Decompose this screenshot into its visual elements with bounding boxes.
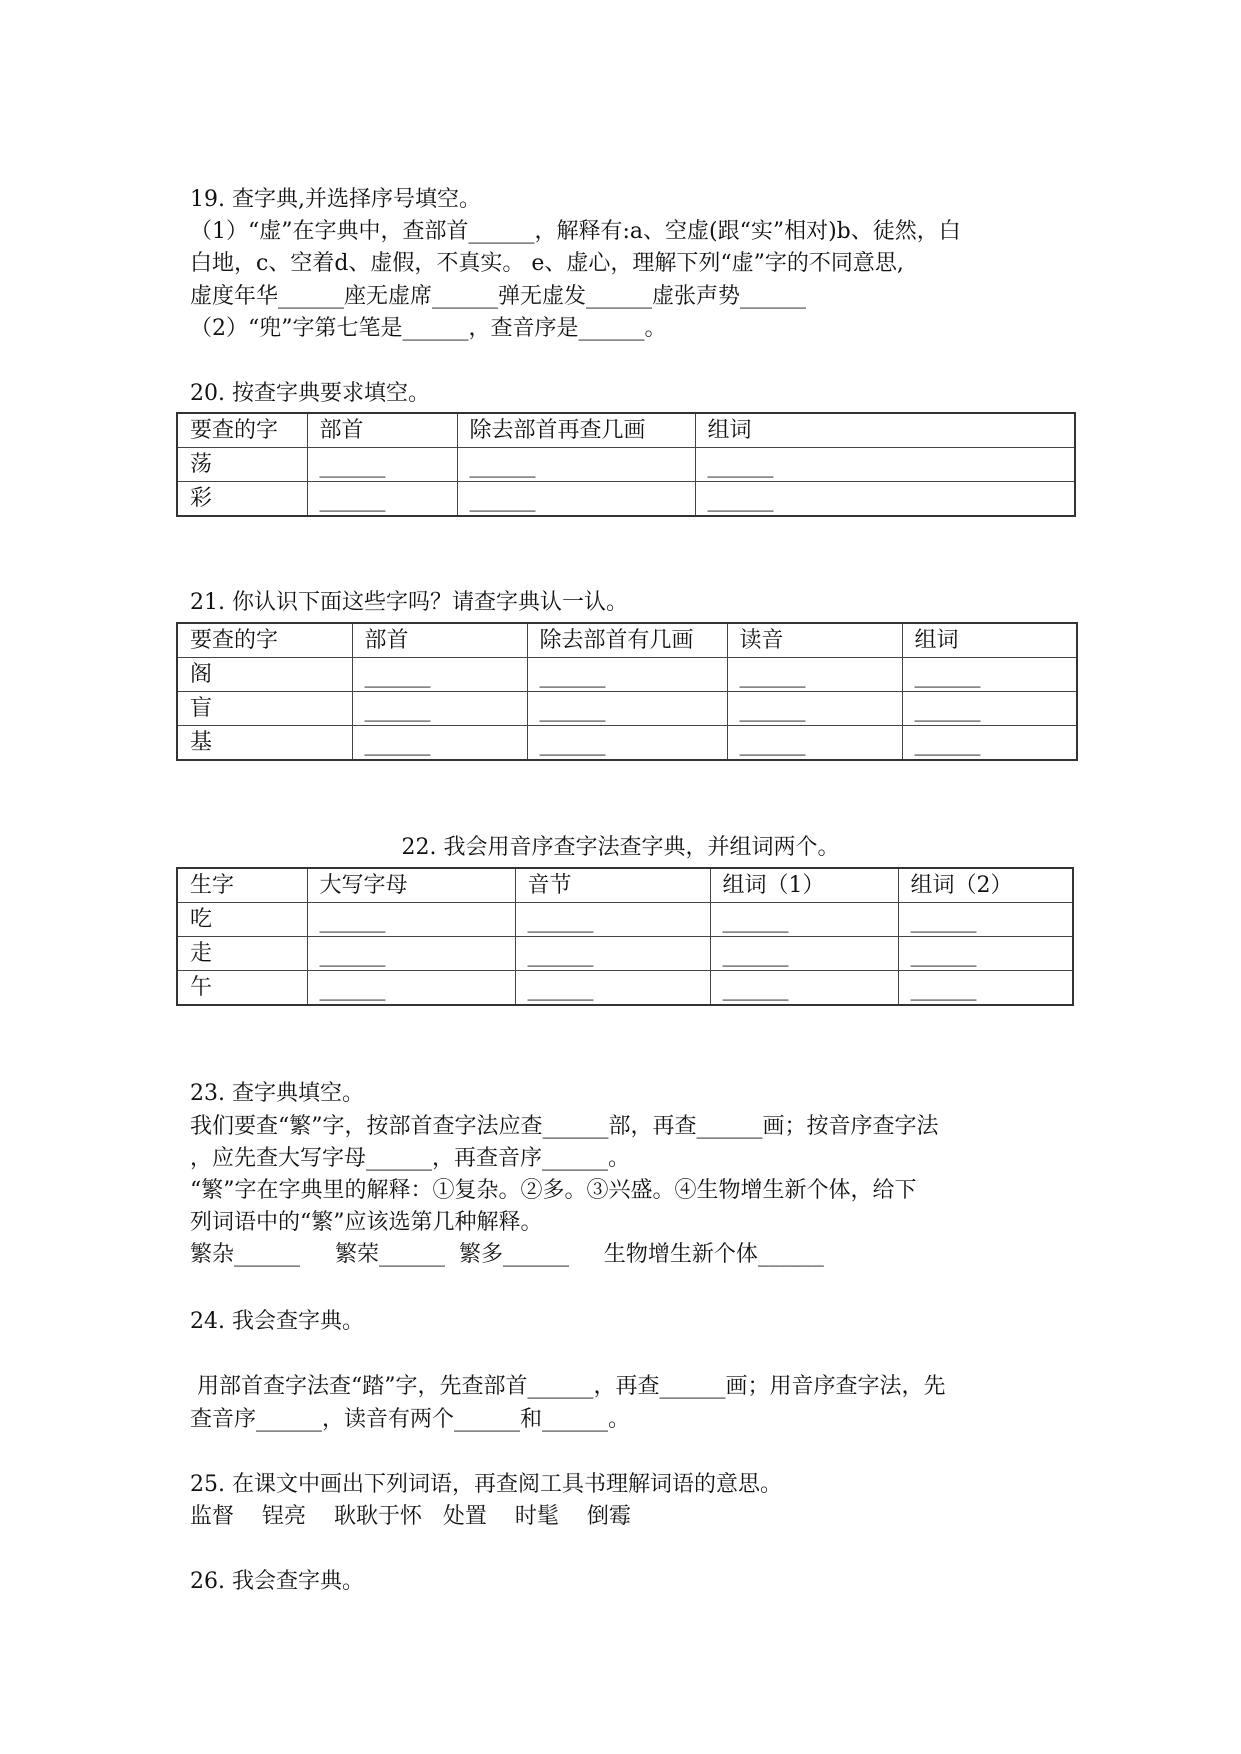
answer-blank[interactable]: ______ xyxy=(710,903,898,937)
answer-blank[interactable]: ______ xyxy=(727,726,902,761)
header-cell: 读音 xyxy=(727,623,902,658)
header-cell: 部首 xyxy=(352,623,527,658)
header-cell: 音节 xyxy=(515,868,710,903)
table-row xyxy=(177,692,1077,726)
character-cell: 阁 xyxy=(177,658,352,692)
table-row xyxy=(177,903,1073,937)
character-cell: 午 xyxy=(177,971,307,1006)
answer-blank[interactable]: ______ xyxy=(898,903,1073,937)
answer-blank[interactable]: ______ xyxy=(902,692,1077,726)
header-cell: 除去部首再查几画 xyxy=(457,413,695,448)
q22-table xyxy=(176,867,1074,1006)
character-cell: 基 xyxy=(177,726,352,761)
answer-blank[interactable]: ______ xyxy=(727,658,902,692)
table-row xyxy=(177,971,1073,1006)
answer-blank[interactable]: ______ xyxy=(902,658,1077,692)
q24-line: 用部首查字法查“踏”字，先查部首______，再查______画；用音序查字法，先 xyxy=(190,1374,946,1399)
answer-blank[interactable]: ______ xyxy=(352,692,527,726)
answer-blank[interactable]: ______ xyxy=(515,937,710,971)
answer-blank[interactable]: ______ xyxy=(695,482,1075,517)
q23-line: 我们要查“繁”字，按部首查字法应查______部，再查______画；按音序查字法 xyxy=(190,1114,939,1139)
answer-blank[interactable]: ______ xyxy=(902,726,1077,761)
table-row xyxy=(177,726,1077,761)
table-header-row xyxy=(177,868,1073,903)
q19-line: 白地，c、空着d、虚假，不真实。 e、虚心，理解下列“虚”字的不同意思, xyxy=(190,251,904,276)
answer-blank[interactable]: ______ xyxy=(695,448,1075,482)
header-cell: 除去部首有几画 xyxy=(527,623,727,658)
answer-blank[interactable]: ______ xyxy=(307,903,515,937)
q19-title: 19. 查字典,并选择序号填空。 xyxy=(190,187,481,212)
q23-line: 列词语中的“繁”应该选第几种解释。 xyxy=(190,1210,543,1235)
q21-table xyxy=(176,622,1078,761)
answer-blank[interactable]: ______ xyxy=(457,448,695,482)
header-cell: 要查的字 xyxy=(177,623,352,658)
character-cell: 盲 xyxy=(177,692,352,726)
answer-blank[interactable]: ______ xyxy=(527,726,727,761)
character-cell: 走 xyxy=(177,937,307,971)
q20-title: 20. 按查字典要求填空。 xyxy=(190,381,430,406)
header-cell: 生字 xyxy=(177,868,307,903)
answer-blank[interactable]: ______ xyxy=(352,658,527,692)
table-header-row xyxy=(177,413,1075,448)
table-row xyxy=(177,658,1077,692)
table-row xyxy=(177,937,1073,971)
q23-title: 23. 查字典填空。 xyxy=(190,1081,364,1106)
answer-blank[interactable]: ______ xyxy=(515,971,710,1006)
table-row xyxy=(177,482,1075,517)
answer-blank[interactable]: ______ xyxy=(352,726,527,761)
q23-line: ，应先查大写字母______，再查音序______。 xyxy=(190,1146,631,1171)
table-row xyxy=(177,448,1075,482)
q19-line: （2）“兜”字第七笔是______，查音序是______。 xyxy=(190,316,667,341)
q19-line: （1）“虚”在字典中，查部首______，解释有:a、空虚(跟“实”相对)b、徒然，白 xyxy=(190,219,961,244)
answer-blank[interactable]: ______ xyxy=(710,971,898,1006)
answer-blank[interactable]: ______ xyxy=(307,482,457,517)
answer-blank[interactable]: ______ xyxy=(307,971,515,1006)
character-cell: 彩 xyxy=(177,482,307,517)
q19-line: 虚度年华______座无虚席______弹无虚发______虚张声势______ xyxy=(190,284,807,309)
header-cell: 要查的字 xyxy=(177,413,307,448)
q25-word-list: 监督 锃亮 耿耿于怀 处置 时髦 倒霉 xyxy=(190,1504,631,1529)
q21-title: 21. 你认识下面这些字吗？请查字典认一认。 xyxy=(190,590,628,615)
character-cell: 吃 xyxy=(177,903,307,937)
q25-title: 25. 在课文中画出下列词语，再查阅工具书理解词语的意思。 xyxy=(190,1472,782,1497)
q22-title: 22. 我会用音序查字法查字典，并组词两个。 xyxy=(401,835,840,860)
answer-blank[interactable]: ______ xyxy=(307,937,515,971)
header-cell: 组词 xyxy=(902,623,1077,658)
answer-blank[interactable]: ______ xyxy=(898,971,1073,1006)
answer-blank[interactable]: ______ xyxy=(727,692,902,726)
q23-line: “繁”字在字典里的解释：①复杂。②多。③兴盛。④生物增生新个体，给下 xyxy=(190,1178,917,1203)
answer-blank[interactable]: ______ xyxy=(515,903,710,937)
character-cell: 荡 xyxy=(177,448,307,482)
table-header-row xyxy=(177,623,1077,658)
header-cell: 组词 xyxy=(695,413,1075,448)
answer-blank[interactable]: ______ xyxy=(898,937,1073,971)
answer-blank[interactable]: ______ xyxy=(527,658,727,692)
q23-line: 繁杂______ 繁荣______ 繁多______ 生物增生新个体______ xyxy=(190,1242,824,1267)
answer-blank[interactable]: ______ xyxy=(527,692,727,726)
q24-title: 24. 我会查字典。 xyxy=(190,1309,364,1334)
answer-blank[interactable]: ______ xyxy=(710,937,898,971)
header-cell: 大写字母 xyxy=(307,868,515,903)
header-cell: 组词（2） xyxy=(898,868,1073,903)
q20-table xyxy=(176,412,1076,517)
q24-line: 查音序______，读音有两个______和______。 xyxy=(190,1407,631,1432)
answer-blank[interactable]: ______ xyxy=(457,482,695,517)
q26-title: 26. 我会查字典。 xyxy=(190,1569,364,1594)
header-cell: 部首 xyxy=(307,413,457,448)
header-cell: 组词（1） xyxy=(710,868,898,903)
answer-blank[interactable]: ______ xyxy=(307,448,457,482)
